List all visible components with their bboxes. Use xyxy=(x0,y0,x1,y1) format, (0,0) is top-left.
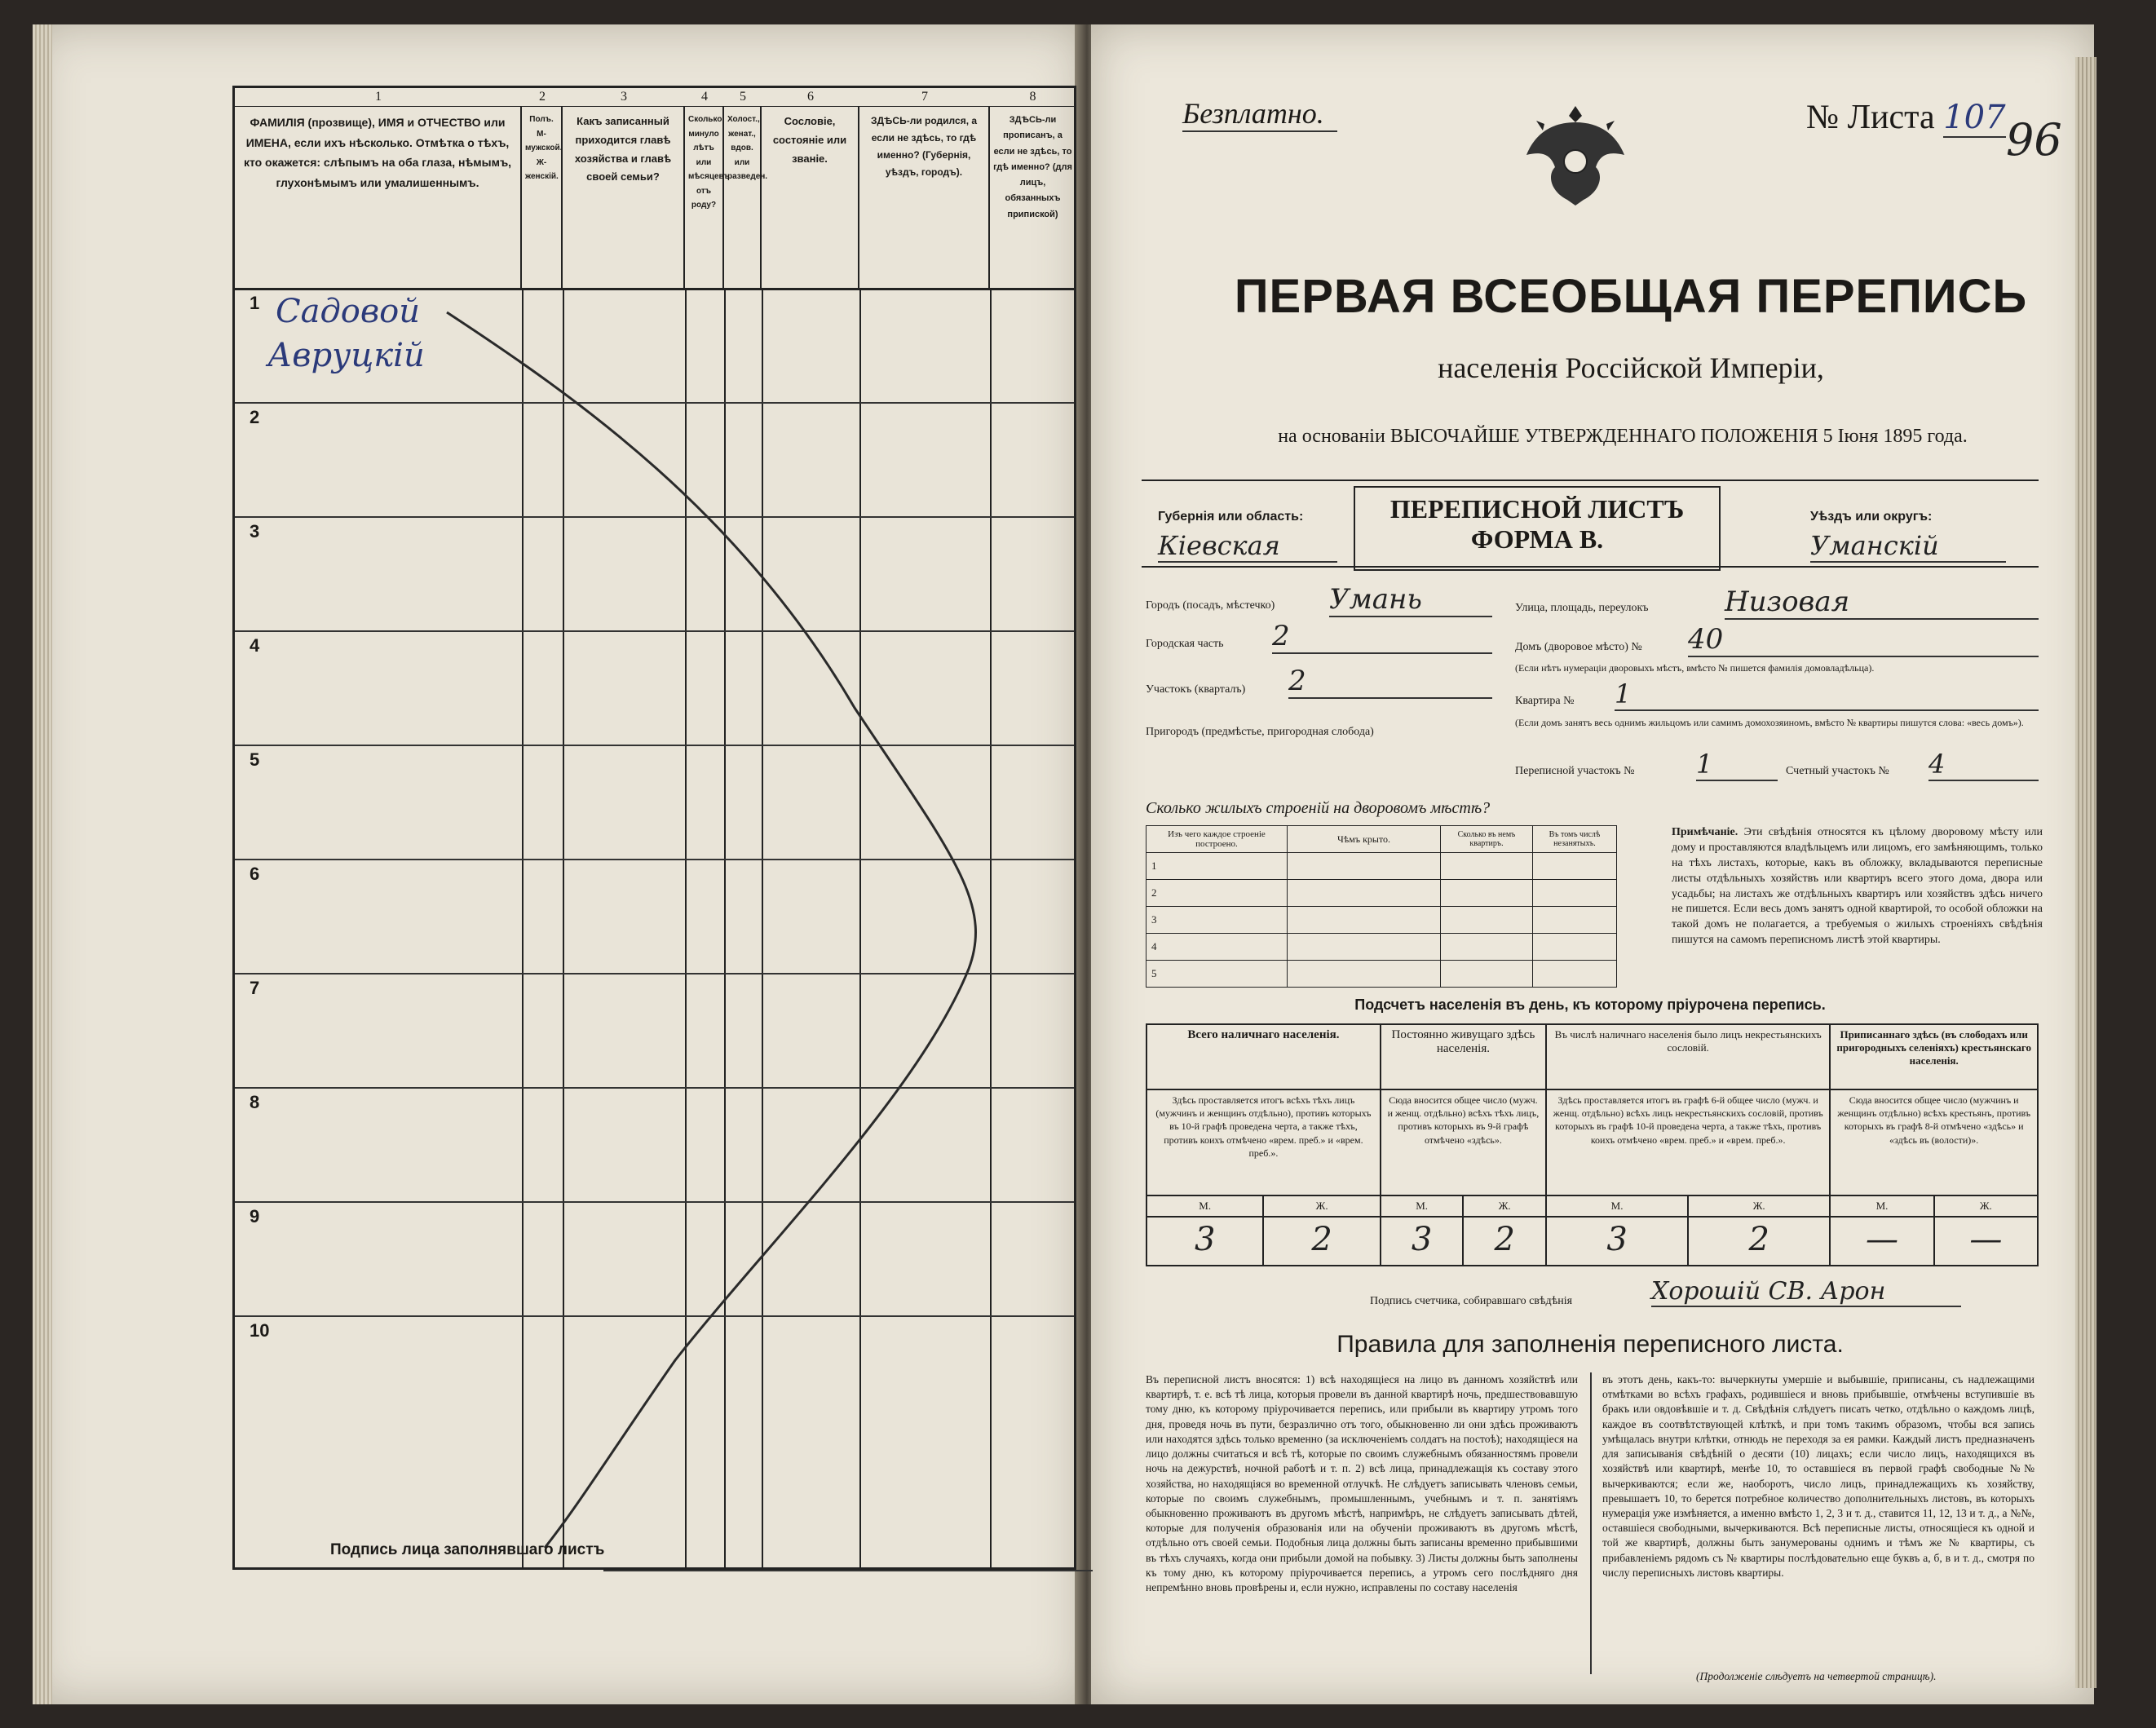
bld-row-number: 4 xyxy=(1146,934,1288,961)
row-number: 6 xyxy=(250,864,260,884)
col-number-5: 5 xyxy=(724,88,762,107)
header-name: ФАМИЛІЯ (прозвище), ИМЯ и ОТЧЕСТВО или ИМЕНА, если ихъ нѣсколько. Отмѣтка о тѣхъ, кто окажется: слѣпымъ на оба глаза, нѣмымъ, глухонѣмымъ или умалишеннымъ. xyxy=(235,106,522,288)
sex-label: Ж. xyxy=(1688,1195,1830,1217)
sex-label: М. xyxy=(1546,1195,1688,1217)
street-value: Низовая xyxy=(1725,586,2039,620)
apartment-label: Квартира № xyxy=(1515,695,1575,707)
sex-label: Ж. xyxy=(1934,1195,2038,1217)
bld-header-material: Изъ чего каждое строеніе построено. xyxy=(1146,826,1288,853)
gubernia-label: Губернія или область: xyxy=(1158,510,1304,524)
sex-label: М. xyxy=(1830,1195,1933,1217)
row-number: 1 xyxy=(250,293,260,313)
bld-header-apartments: Сколько въ немъ квартиръ. xyxy=(1441,826,1533,853)
form-title-box xyxy=(1354,486,1721,571)
cancellation-curve xyxy=(235,88,1079,1572)
row-number: 9 xyxy=(250,1206,260,1226)
count-desc: Здѣсь проставляется итогъ всѣхъ тѣхъ лицъ (мужчинъ и женщинъ отдѣльно), противъ которыхъ въ 10-й графѣ проведена черта, а также тѣхъ, противъ коихъ отмѣчено «врем. преб.» и «врем. преб.». xyxy=(1146,1089,1381,1195)
buildings-note xyxy=(1672,825,2043,948)
sector-label: Участокъ (кварталъ) xyxy=(1146,683,1246,696)
bld-header-vacant: Въ томъ числѣ незанятыхъ. xyxy=(1533,826,1617,853)
count-head-peasant: Приписаннаго здѣсь (въ слободахъ или пригородныхъ селеніяхъ) крестьянскаго населенія. xyxy=(1830,1024,2038,1089)
count-value: — xyxy=(1934,1217,2038,1266)
apartment-value: 1 xyxy=(1615,678,2039,711)
page-stack-right xyxy=(2075,57,2096,1688)
col-number-1: 1 xyxy=(235,88,522,107)
persons-table xyxy=(232,86,1076,1570)
sector-value: 2 xyxy=(1288,665,1492,699)
form-subtitle: ФОРМА В. xyxy=(1470,524,1604,554)
bld-row-number: 1 xyxy=(1146,853,1288,880)
double-headed-eagle-icon xyxy=(1518,98,1632,212)
counter-signature-value: Хорошій СВ. Арон xyxy=(1651,1277,1961,1307)
stamp-number: 96 xyxy=(2006,114,2062,166)
count-desc: Сюда вносится общее число (мужчинъ и женщинъ отдѣльно) всѣхъ крестьянъ, противъ которыхъ въ графѣ 8-й отмѣчено «здѣсь» и «здѣсь въ (волости)». xyxy=(1830,1089,2038,1195)
count-head-resident: Постоянно живущаго здѣсь населенія. xyxy=(1381,1024,1546,1089)
col-number-7: 7 xyxy=(859,88,990,107)
col-number-8: 8 xyxy=(990,88,1076,107)
count-value: 2 xyxy=(1688,1217,1830,1266)
row-number: 10 xyxy=(250,1320,270,1341)
house-value: 40 xyxy=(1688,623,2039,657)
legal-basis: на основаніи ВЫСОЧАЙШЕ УТВЕРЖДЕННАГО ПОЛОЖЕНІЯ 5 Іюня 1895 года. xyxy=(1278,426,1968,447)
form-title: ПЕРЕПИСНОЙ ЛИСТЪ xyxy=(1389,494,1685,524)
city-value: Умань xyxy=(1329,583,1492,617)
row-number: 4 xyxy=(250,635,260,656)
sex-label: Ж. xyxy=(1263,1195,1380,1217)
counting-sector-label: Счетный участокъ № xyxy=(1786,765,1889,777)
count-title: Подсчетъ населенія въ день, къ которому пріурочена перепись. xyxy=(1354,997,1826,1013)
count-head-present: Всего наличнаго населенія. xyxy=(1146,1024,1381,1089)
row-number: 5 xyxy=(250,749,260,770)
handwritten-surname: Садовой xyxy=(276,293,421,330)
city-part-label: Городская часть xyxy=(1146,638,1224,650)
bld-row-number: 5 xyxy=(1146,961,1288,988)
count-value: 2 xyxy=(1263,1217,1380,1266)
col-number-4: 4 xyxy=(685,88,724,107)
count-value: 2 xyxy=(1463,1217,1546,1266)
uezd-label: Уѣздъ или округъ: xyxy=(1810,510,1933,524)
rules-divider xyxy=(1590,1372,1592,1674)
continued-note: (Продолженіе слѣдуетъ на четвертой страницѣ). xyxy=(1696,1670,1937,1682)
census-sector-value: 1 xyxy=(1696,749,1778,781)
rules-text-right: въ этотъ день, какъ-то: вычеркнуты умершіе и выбывшіе, приписаны, съ надлежащими отмѣтками во всѣхъ графахъ, родившіеся и вновь прибывшіе, отмѣчены вступившіе въ бракъ или овдовѣвшіе и т. д. Свѣдѣнія слѣдуетъ писать четко, отдѣльно о каждомъ лицѣ, каждое въ соотвѣтствующей клѣткѣ, и при томъ такимъ образомъ, чтобы вся запись умѣщалась внутри клѣтки, отнюдь не переходя за ея рамки. Каждый листъ предназначенъ для записыванія свѣдѣній о десяти (10) лицахъ; если число лицъ, находящихся въ хозяйствѣ или квартирѣ, менѣе 10, то оставшіеся въ первой графѣ свободные №№ вычеркиваются; если же, наоборотъ, число лицъ, принадлежащихъ къ хозяйству, превышаетъ 10, то берется потребное количество дополнительныхъ листовъ, въ которыхъ нумерація уже измѣняется, а именно вмѣсто 1, 2, 3 и т. д., ставится 11, 12, 13 и т. д., а №№, оставшіеся свободными, вычеркиваются. Всѣ переписные листы, относящіеся къ одной и той же квартирѣ, должны быть занумерованы однимъ и тѣмъ же № квартиры, съ прибавленіемъ рядомъ съ № квартиры послѣдовательно еще буквъ а, б, в и т. д., смотря по числу переписныхъ листовъ квартиры. xyxy=(1602,1373,2035,1579)
city-part-value: 2 xyxy=(1272,620,1492,654)
count-value: 3 xyxy=(1146,1217,1263,1266)
house-note: (Если нѣтъ нумераціи дворовыхъ мѣстъ, вмѣсто № пишется фамилія домовладѣльца). xyxy=(1515,662,1875,674)
count-value: 3 xyxy=(1381,1217,1464,1266)
suburb-label: Пригородъ (предмѣстье, пригородная слобода) xyxy=(1146,726,1374,738)
census-sector-label: Переписной участокъ № xyxy=(1515,765,1635,777)
header-relation: Какъ записанный приходится главѣ хозяйства и главѣ своей семьи? xyxy=(563,106,685,288)
header-sex: Полъ. М-мужской. Ж-женскій. xyxy=(522,106,563,288)
bld-header-roof: Чѣмъ крыто. xyxy=(1288,826,1441,853)
row-number: 8 xyxy=(250,1092,260,1112)
header-registered: ЗДѢСЬ-ли прописанъ, а если не здѣсь, то гдѣ именно? (для лицъ, обязанныхъ припиской) xyxy=(993,115,1072,219)
sex-label: М. xyxy=(1381,1195,1464,1217)
count-desc: Здѣсь проставляется итогъ въ графѣ 6-й общее число (мужч. и женщ. отдѣльно) всѣхъ лицъ некрестьянскихъ сословій, противъ которыхъ въ графѣ 10-й проведена черта, а также тѣхъ, противъ коихъ отмѣчено «врем. преб.» и «врем. преб.». xyxy=(1546,1089,1830,1195)
apartment-note: (Если домъ занятъ весь однимъ жильцомъ или самимъ домохозяиномъ, вмѣсто № квартиры пишутся слова: «весь домъ»). xyxy=(1515,717,2024,728)
header-estate: Сословіе, состояніе или званіе. xyxy=(762,106,859,288)
buildings-question: Сколько жилыхъ строеній на дворовомъ мѣстѣ? xyxy=(1146,799,1491,817)
col-number-2: 2 xyxy=(522,88,563,107)
sex-label: Ж. xyxy=(1463,1195,1546,1217)
sheet-number: № Листа 107 xyxy=(1806,99,2006,136)
bld-row-number: 3 xyxy=(1146,907,1288,934)
header-marital: Холост., женат., вдов. или разведен. xyxy=(724,106,762,288)
note-title: Примѣчаніе. xyxy=(1672,826,1738,838)
gubernia-value: Кіевская xyxy=(1158,530,1337,563)
page-stack-left xyxy=(33,24,52,1704)
counter-signature-label: Подпись счетчика, собиравшаго свѣдѣнія xyxy=(1370,1295,1573,1307)
counting-sector-value: 4 xyxy=(1928,749,2039,781)
sex-label: М. xyxy=(1146,1195,1263,1217)
count-value: — xyxy=(1830,1217,1933,1266)
population-count-table xyxy=(1146,1023,2039,1266)
row-number: 7 xyxy=(250,978,260,998)
count-desc: Сюда вносится общее число (мужч. и женщ. отдѣльно) всѣхъ тѣхъ лицъ, противъ которыхъ въ 9-й графѣ отмѣчено «здѣсь». xyxy=(1381,1089,1546,1195)
buildings-table xyxy=(1146,825,1617,988)
col-number-3: 3 xyxy=(563,88,685,107)
count-head-nonpeasant: Въ числѣ наличнаго населенія было лицъ некрестьянскихъ сословій. xyxy=(1546,1024,1830,1089)
free-label: Безплатно. xyxy=(1182,96,1337,132)
street-label: Улица, площадь, переулокъ xyxy=(1515,602,1649,614)
rules-title: Правила для заполненія переписного листа. xyxy=(1336,1331,1844,1358)
row-number: 3 xyxy=(250,521,260,541)
bld-row-number: 2 xyxy=(1146,880,1288,907)
rules-text-left: Въ переписной листъ вносятся: 1) всѣ находящіеся на лицо въ данномъ хозяйствѣ или квартирѣ, т. е. всѣ тѣ лица, которыя провели въ данной квартирѣ ночь, предшествовавшую тому дню, къ которому пріурочивается перепись, или прибыли въ квартиру утромъ того дня, проведя ночь въ пути, безразлично отъ того, обыкновенно ли они здѣсь проживаютъ или находятся здѣсь только временно (за исключеніемъ солдатъ на постоѣ); находящіеся на лицо должны считаться и всѣ тѣ, которые по своимъ служебнымъ обязанностямъ провели ночь на дежурствѣ, ночной работѣ и т. п. 2) всѣ лица, принадлежащія къ составу этого хозяйства, но находящіяся во временной отлучкѣ. Не слѣдуетъ записывать членовъ семьи, которые по своимъ служебнымъ, промышленнымъ, учебнымъ и т. п. занятіямъ обыкновенно проживаютъ въ другомъ мѣстѣ, напримѣръ, не слѣдуетъ записывать дѣтей, которые для полученія образованія или на обученіи проживаютъ въ другомъ мѣстѣ, отдѣльно отъ своей семьи. Подобныя лица должны быть записаны временно прибывшими въ тѣхъ случаяхъ, когда они прибыли домой на побывку. 3) Листы должны быть заполнены къ тому дню, къ которому пріурочивается перепись, а утромъ сего послѣдняго дня непремѣнно вновь провѣрены и, если нужно, исправлены по составу населенія xyxy=(1146,1373,1578,1594)
document-title: ПЕРВАЯ ВСЕОБЩАЯ ПЕРЕПИСЬ xyxy=(1234,270,2028,323)
document-subtitle: населенія Россійской Имперіи, xyxy=(1438,351,1824,384)
row-number: 2 xyxy=(250,407,260,427)
handwritten-given-name: Авруцкій xyxy=(267,337,425,374)
header-birthplace: ЗДѢСЬ-ли родился, а если не здѣсь, то гдѣ именно? (Губернія, уѣздъ, городъ). xyxy=(859,106,990,288)
house-label: Домъ (дворовое мѣсто) № xyxy=(1515,641,1642,653)
filler-signature-label: Подпись лица заполнявшаго листъ xyxy=(330,1541,605,1558)
city-label: Городъ (посадъ, мѣстечко) xyxy=(1146,599,1275,612)
filler-signature-line xyxy=(603,1570,1093,1571)
header-age: Сколько минуло лѣтъ или мѣсяцевъ отъ роду? xyxy=(685,106,724,288)
count-value: 3 xyxy=(1546,1217,1688,1266)
uezd-value: Уманскій xyxy=(1810,530,2006,563)
note-text: Эти свѣдѣнія относятся къ цѣлому дворовому мѣсту или дому и проставляются владѣльцемъ или лицомъ, его замѣняющимъ, только на тѣхъ листахъ, которые, какъ въ обложку, вкладываются переписные листы отдѣльныхъ хозяйствъ или квартиръ всего этого дома, двора или усадьбы; на листахъ же отдѣльныхъ квартиръ или хозяйствъ здѣсь ничего не пишется. Если весь домъ занятъ одной квартирой, то особой обложки на такой домъ не полагается, а требуемыя о жилыхъ строеніяхъ свѣдѣнія пишутся на самомъ переписномъ листѣ этой квартиры. xyxy=(1672,826,2043,947)
col-number-6: 6 xyxy=(762,88,859,107)
